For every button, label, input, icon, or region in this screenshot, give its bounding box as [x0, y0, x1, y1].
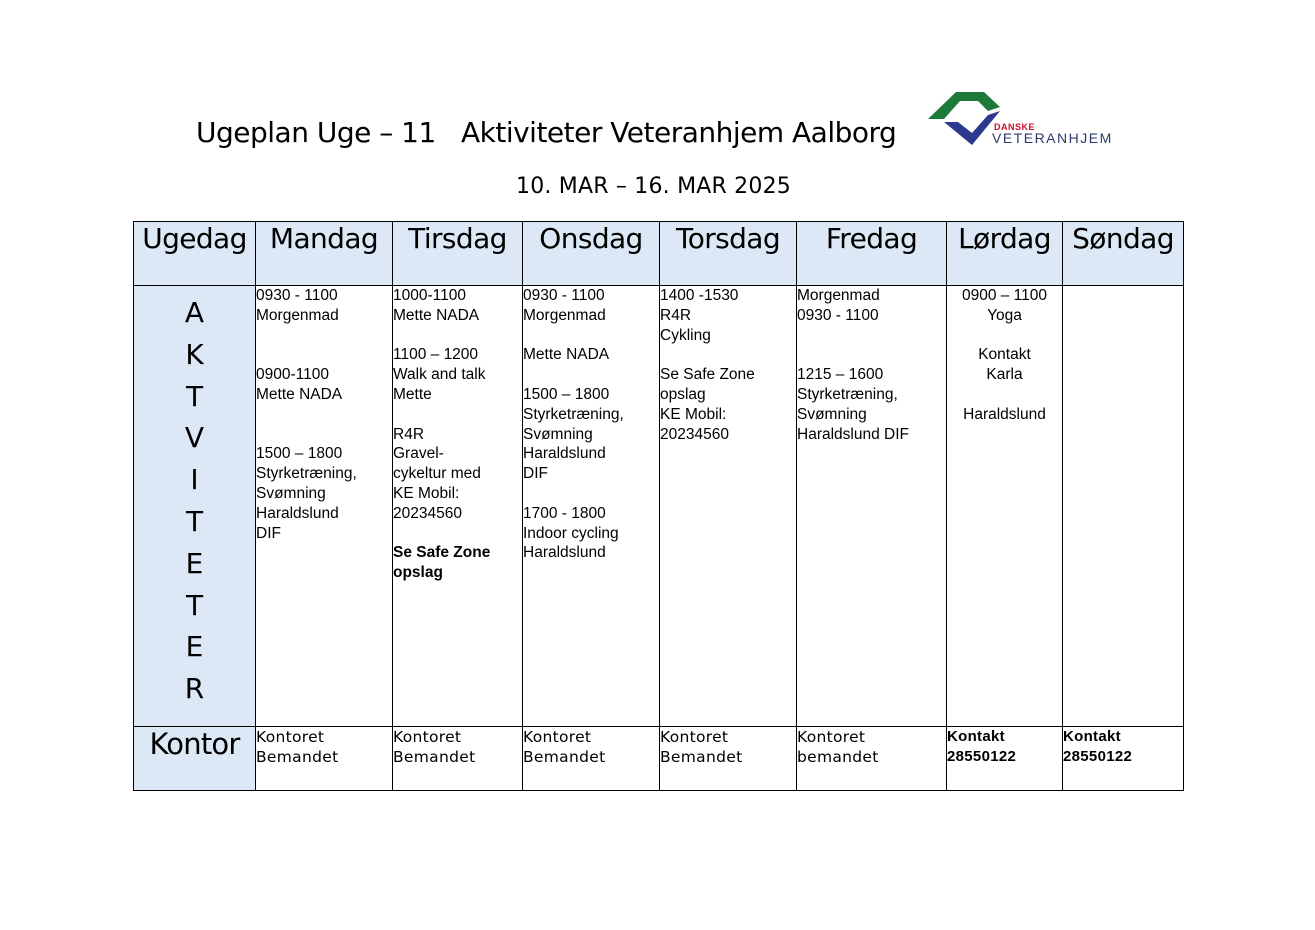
activity-entry: 1100 – 1200 Walk and talk Mette: [393, 346, 486, 403]
activity-entry: 1400 -1530 R4R Cykling: [660, 287, 739, 344]
activities-vertical-label: [134, 286, 255, 710]
date-range: 10. MAR – 16. MAR 2025: [516, 174, 791, 199]
activity-entry: 0900-1100 Mette NADA: [256, 366, 343, 403]
office-cell: Kontakt 28550122: [1063, 727, 1184, 791]
activity-cell: [947, 286, 1063, 727]
logo-text-veteranhjem: VETERANHJEM: [992, 130, 1113, 146]
activities-letter: E: [185, 630, 204, 664]
activities-letter: R: [184, 672, 205, 706]
activities-row: [134, 286, 1184, 727]
activities-letter: T: [185, 379, 204, 413]
table-header-row: [134, 222, 1184, 286]
activity-entry: 1000-1100 Mette NADA: [393, 287, 480, 324]
header-cell-day: Onsdag: [523, 222, 660, 286]
activities-letter: I: [190, 463, 199, 497]
header-cell-day: Torsdag: [660, 222, 797, 286]
activity-entry: 0900 – 1100 Yoga: [961, 287, 1048, 324]
activities-letter: A: [184, 296, 205, 329]
activity-entry: 1215 – 1600 Styrketræning, Svømning Haraldslund DIF: [797, 366, 909, 443]
page-title: Ugeplan Uge – 11 Aktiviteter Veteranhjem Aalborg: [196, 116, 897, 149]
activity-entry: Haraldslund: [963, 405, 1046, 423]
office-cell: Kontoret Bemandet: [523, 727, 660, 791]
activity-entry: R4R Gravel- cykeltur med KE Mobil: 20234560: [393, 425, 481, 522]
activity-cell: [1063, 286, 1184, 727]
activity-entry: Kontakt Karla: [978, 346, 1031, 384]
activity-cell: [797, 286, 947, 727]
activity-entry: Mette NADA: [523, 346, 610, 364]
office-row: [134, 727, 1184, 791]
header-cell-day: Søndag: [1063, 222, 1184, 286]
activity-entry: Se Safe Zone opslag: [393, 544, 491, 582]
activities-letter: E: [185, 546, 204, 580]
activity-cell: [256, 286, 393, 727]
office-cell: Kontoret Bemandet: [660, 727, 797, 791]
activities-letter: V: [184, 421, 205, 455]
office-label-cell: Kontor: [134, 727, 256, 791]
office-cell: Kontoret bemandet: [797, 727, 947, 791]
header-cell-day: Lørdag: [947, 222, 1063, 286]
activity-entry: Se Safe Zone opslag KE Mobil: 20234560: [660, 366, 755, 443]
activities-label-cell: [134, 286, 256, 727]
activities-letter: K: [185, 337, 204, 371]
danske-veteranhjem-logo: [926, 89, 1126, 149]
header-cell-day: Tirsdag: [393, 222, 523, 286]
weekly-plan-table: [133, 221, 1184, 791]
activity-cell: [523, 286, 660, 727]
activity-entry: 1500 – 1800 Styrketræning, Svømning Haraldslund DIF: [523, 385, 624, 483]
activity-entry: 0930 - 1100 Morgenmad: [523, 287, 606, 324]
activity-entry: 0930 - 1100 Morgenmad: [256, 287, 339, 324]
office-cell: Kontoret Bemandet: [256, 727, 393, 791]
activities-letter: T: [185, 504, 204, 538]
activity-cell: [660, 286, 797, 727]
office-cell: Kontoret Bemandet: [393, 727, 523, 791]
activity-entry: 1500 – 1800 Styrketræning, Svømning Haraldslund DIF: [256, 445, 357, 542]
activity-entry: 1700 - 1800 Indoor cycling Haraldslund: [523, 504, 619, 562]
header-cell-day: Mandag: [256, 222, 393, 286]
activities-letter: T: [185, 588, 204, 622]
header-cell-day: Fredag: [797, 222, 947, 286]
office-cell: Kontakt 28550122: [947, 727, 1063, 791]
header-cell-ugedag: Ugedag: [134, 222, 256, 286]
logo-text-danske: DANSKE: [994, 122, 1036, 132]
activity-cell: [393, 286, 523, 727]
activity-entry: Morgenmad 0930 - 1100: [797, 287, 880, 324]
